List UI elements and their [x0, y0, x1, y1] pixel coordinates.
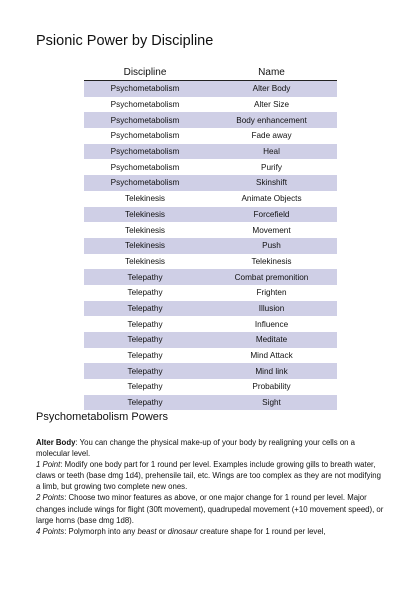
- table-body: [84, 81, 337, 411]
- two-points-label: 2 Points: [36, 493, 65, 503]
- two-points-text: : Choose two minor features as above, or one major change for 1 round per level. Major changes include wings for flight (30ft movement), quadrupedal movement (+10 movement speed), or large horns (base dmg 1d8).: [36, 493, 384, 525]
- table-header-row: [84, 64, 337, 81]
- discipline-cell: Telekinesis: [84, 238, 206, 254]
- discipline-cell: Psychometabolism: [110, 162, 180, 172]
- discipline-cell: Telekinesis: [124, 256, 166, 266]
- power-name-cell: Mind link: [206, 363, 337, 379]
- power-name-cell: Alter Size: [253, 100, 290, 110]
- discipline-cell: Telepathy: [127, 319, 163, 329]
- discipline-cell: Psychometabolism: [84, 81, 206, 97]
- power-name-cell: Skinshift: [206, 175, 337, 191]
- power-name-cell: Telekinesis: [251, 256, 292, 266]
- discipline-cell: Telepathy: [84, 301, 206, 317]
- power-name-cell: Illusion: [206, 301, 337, 317]
- table-row: [84, 81, 337, 97]
- power-name-cell: Forcefield: [206, 207, 337, 223]
- table-row: [84, 112, 337, 128]
- table-row: [84, 191, 337, 207]
- power-name-cell: Body enhancement: [206, 112, 337, 128]
- discipline-cell: Telekinesis: [124, 194, 166, 204]
- discipline-cell: Psychometabolism: [84, 112, 206, 128]
- discipline-cell: Psychometabolism: [84, 144, 206, 160]
- table-row: [84, 301, 337, 317]
- table-row: [84, 316, 337, 332]
- page-title: Psionic Power by Discipline: [36, 33, 214, 49]
- table-row: [84, 363, 337, 379]
- power-name-cell: Combat premonition: [206, 269, 337, 285]
- discipline-cell: Psychometabolism: [110, 131, 180, 141]
- table-row: [84, 144, 337, 160]
- table-row: [84, 159, 337, 175]
- discipline-cell: Psychometabolism: [84, 175, 206, 191]
- four-points-paragraph: [36, 526, 386, 537]
- table-row: [84, 128, 337, 144]
- table-row: [84, 207, 337, 223]
- table-row: [84, 332, 337, 348]
- four-points-text-b: or: [156, 526, 168, 536]
- table-row: [84, 348, 337, 364]
- alter-body-label: Alter Body: [36, 438, 76, 447]
- table-row: [84, 285, 337, 301]
- discipline-cell: Telepathy: [127, 288, 163, 298]
- discipline-cell: Telepathy: [84, 363, 206, 379]
- table-row: [84, 222, 337, 238]
- power-name-cell: Probability: [252, 382, 291, 392]
- four-points-beast: beast: [137, 526, 157, 536]
- discipline-cell: Telepathy: [84, 395, 206, 411]
- header-discipline: Discipline: [84, 64, 206, 81]
- table-row: [84, 97, 337, 113]
- power-name-cell: Meditate: [206, 332, 337, 348]
- power-name-cell: Heal: [206, 144, 337, 160]
- alter-body-paragraph: [36, 437, 386, 459]
- two-points-paragraph: [36, 492, 386, 525]
- table-row: [84, 395, 337, 411]
- discipline-cell: Telepathy: [84, 332, 206, 348]
- section-body: [36, 437, 386, 537]
- four-points-label: 4 Points: [36, 526, 65, 536]
- one-point-text: : Modify one body part for 1 round per level. Examples include growing gills to breath water, claws or teeth (base dmg 1d4), prehensile tail, etc. Wings are too complex as they are not modifying a limb, but growing two complete new ones.: [36, 460, 381, 492]
- power-name-cell: Animate Objects: [241, 194, 302, 204]
- power-name-cell: Influence: [254, 319, 289, 329]
- power-name-cell: Mind Attack: [250, 351, 293, 361]
- discipline-table: [84, 64, 337, 410]
- one-point-paragraph: [36, 459, 386, 492]
- power-name-cell: Purify: [261, 162, 282, 172]
- alter-body-intro: : You can change the physical make-up of your body by realigning your cells on a molecular level.: [36, 438, 356, 459]
- table-row: [84, 379, 337, 395]
- power-name-cell: Frighten: [256, 288, 287, 298]
- power-name-cell: Alter Body: [206, 81, 337, 97]
- power-name-cell: Fade away: [251, 131, 292, 141]
- four-points-dinosaur: dinosaur: [167, 526, 198, 536]
- four-points-text-c: creature shape for 1 round per level,: [197, 526, 326, 536]
- discipline-cell: Telekinesis: [124, 225, 166, 235]
- discipline-cell: Telepathy: [127, 351, 163, 361]
- section-title: Psychometabolism Powers: [36, 411, 169, 423]
- header-name: Name: [206, 64, 337, 81]
- power-name-cell: Push: [206, 238, 337, 254]
- table-row: [84, 254, 337, 270]
- table-row: [84, 238, 337, 254]
- four-points-text-a: : Polymorph into any: [64, 526, 138, 536]
- power-name-cell: Sight: [206, 395, 337, 411]
- table-row: [84, 175, 337, 191]
- discipline-cell: Telekinesis: [84, 207, 206, 223]
- discipline-cell: Telepathy: [127, 382, 163, 392]
- power-name-cell: Movement: [252, 225, 291, 235]
- table-row: [84, 269, 337, 285]
- discipline-cell: Psychometabolism: [110, 100, 180, 110]
- one-point-label: 1 Point: [36, 460, 61, 470]
- discipline-cell: Telepathy: [84, 269, 206, 285]
